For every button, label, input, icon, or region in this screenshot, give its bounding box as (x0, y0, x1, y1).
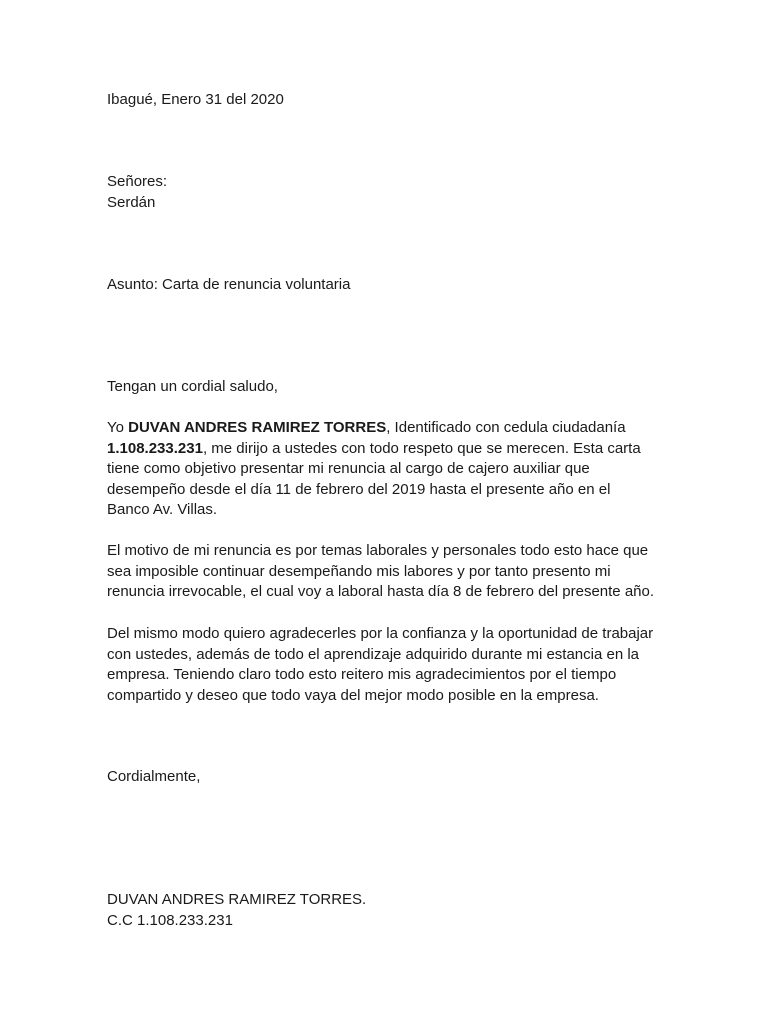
recipient-name: Serdán (107, 193, 156, 211)
signature-block (107, 890, 667, 931)
author-name-bold: DUVAN ANDRES RAMIREZ TORRES (128, 419, 387, 436)
recipient-salutation: Señores: (107, 173, 168, 190)
paragraph-1-line-1: Yo DUVAN ANDRES RAMIREZ TORRES, Identificado con cedula ciudadanía (107, 419, 626, 436)
letter-subject: Asunto: Carta de renuncia voluntaria (107, 276, 351, 293)
id-number-bold: 1.108.233.231 (107, 439, 203, 457)
letter-closing: Cordialmente, (107, 768, 201, 785)
letter-date: Ibagué, Enero 31 del 2020 (107, 91, 284, 108)
signature-name: DUVAN ANDRES RAMIREZ TORRES. (107, 891, 367, 908)
paragraph-1: Yo DUVAN ANDRES RAMIREZ TORRES, Identificado con cedula ciudadanía 1.108.233.231, me dirijo a ustedes con todo respeto que se merecen. Esta carta tiene como objetivo presentar mi renuncia al cargo de cajero auxiliar que desempeño desde el día 11 de febrero del 2019 hasta el presente año en el Banco Av. Villas. (107, 418, 667, 521)
paragraph-3: Del mismo modo quiero agradecerles por la confianza y la oportunidad de trabajar con ustedes, además de todo el aprendizaje adquirido durante mi estancia en la empresa. Teniendo claro todo esto reitero mis agradecimientos por el tiempo compartido y deseo que todo vaya del mejor modo posible en la empresa. (107, 625, 654, 704)
paragraph-1-line-2: 1.108.233.231, me dirijo a ustedes con todo respeto que se merecen. Esta carta (107, 439, 641, 457)
letter-greeting: Tengan un cordial saludo, (107, 378, 278, 395)
recipient-block (107, 172, 667, 213)
signature-id: C.C 1.108.233.231 (107, 911, 233, 929)
paragraph-2: El motivo de mi renuncia es por temas laborales y personales todo esto hace que sea imposible continuar desempeñando mis labores y por tanto presento mi renuncia irrevocable, el cual voy a laboral hasta día 8 de febrero del presente año. (107, 542, 655, 600)
